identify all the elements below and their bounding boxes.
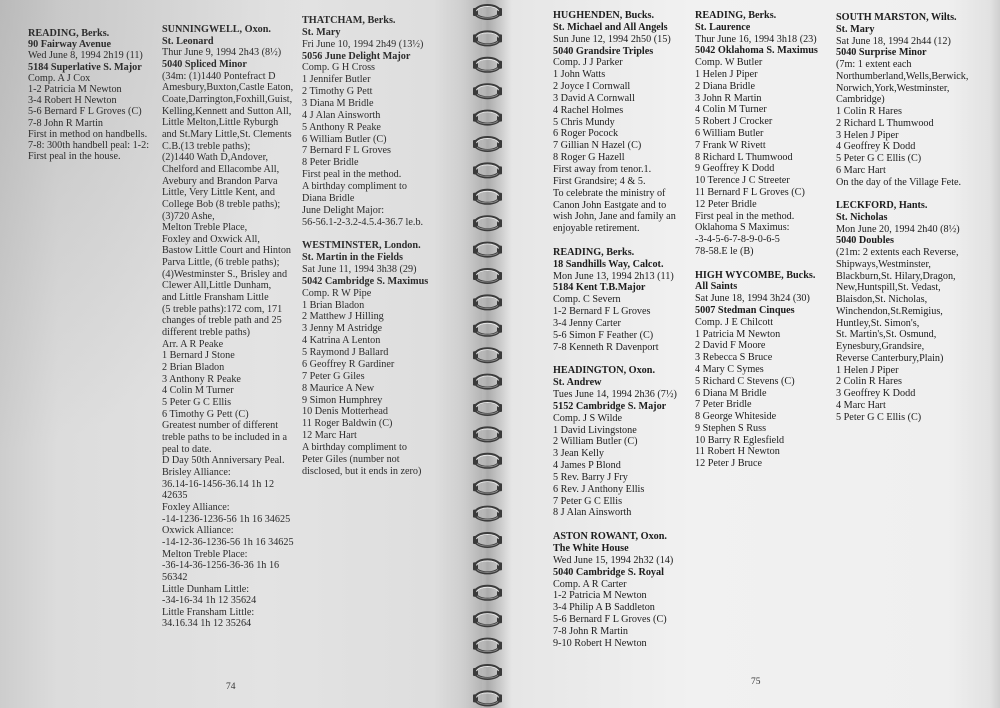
peal-footnote: Little Dunham Little: xyxy=(162,583,250,595)
peal-record xyxy=(553,365,677,519)
peal-footnote: Brisley Alliance: xyxy=(162,466,231,478)
peal-footnote: First peal in the house. xyxy=(28,151,121,163)
peal-method-details: (2)1440 Wath D,Andover, xyxy=(162,152,269,164)
page-74-column-2 xyxy=(162,24,294,630)
ringer-line: 5 Anthony R Peake xyxy=(302,121,381,133)
peal-date: Sat June 18, 1994 2h44 (12) xyxy=(836,35,951,47)
peal-method-details: (34m: (1)1440 Pontefract D xyxy=(162,70,276,82)
ringer-line: 6 Marc Hart xyxy=(836,164,886,176)
peal-footnote: Diana Bridle xyxy=(302,192,355,204)
ringer-line: 1 Helen J Piper xyxy=(836,364,899,376)
peal-footnote: 36.14-16-1456-36.14 1h 12 xyxy=(162,478,275,490)
peal-method-details: Huntley,St. Simon's, xyxy=(836,317,920,329)
peal-footnote: -36-14-36-1256-36-36 1h 16 xyxy=(162,560,280,572)
ringer-line: 1 Patricia M Newton xyxy=(695,328,781,340)
ringer-line: 7 Peter G Giles xyxy=(302,370,365,382)
peal-footnote: Peter Giles (number not xyxy=(302,453,400,465)
peal-place-heading: LECKFORD, Hants. xyxy=(836,200,928,211)
peal-composer: Comp. J J Parker xyxy=(553,57,623,69)
peal-location: St. Mary xyxy=(836,23,875,35)
peal-location: St. Laurence xyxy=(695,21,751,33)
peal-footnote: 56342 xyxy=(162,571,188,583)
peal-method-details: Parva Little, (6 treble paths); xyxy=(162,257,280,269)
ringer-line: 7 Peter Bridle xyxy=(695,399,752,411)
ringer-line: 8 Roger G Hazell xyxy=(553,152,625,164)
peal-location: The White House xyxy=(553,542,629,554)
peal-date: Mon June 20, 1994 2h40 (8½) xyxy=(836,223,960,235)
left-page xyxy=(0,0,482,708)
ringer-line: 11 Roger Baldwin (C) xyxy=(302,418,393,430)
peal-method-details: Kelling,Kennett and Sutton All, xyxy=(162,105,292,117)
peal-location: St. Nicholas xyxy=(836,211,888,223)
peal-method-details: Melton Treble Place, xyxy=(162,222,248,234)
peal-method: 5184 Kent T.B.Major xyxy=(553,282,646,294)
peal-method: 5040 Spliced Minor xyxy=(162,58,247,70)
peal-method-details: St. Martin's,St. Osmund, xyxy=(836,329,937,341)
peal-method-details: Bastow Little Court and Hinton xyxy=(162,245,292,257)
ringer-line: 5 Peter G C Ellis (C) xyxy=(836,153,922,164)
peal-footnote: treble paths to be included in a xyxy=(162,431,288,443)
peal-method-details: Norwich,York,Westminster, xyxy=(836,82,950,94)
ringer-line: 9 Simon Humphrey xyxy=(302,394,383,406)
peal-footnote: A birthday compliment to xyxy=(302,441,407,453)
ringer-line: 1 Colin R Hares xyxy=(836,106,902,117)
peal-separator xyxy=(553,235,677,247)
peal-place-heading: ASTON ROWANT, Oxon. xyxy=(553,531,667,543)
ringer-line: 4 Colin M Turner xyxy=(695,104,767,116)
peal-method-details: and St.Mary Little,St. Clements xyxy=(162,128,292,140)
ringer-line: 5 Robert J Crocker xyxy=(695,116,773,128)
ringer-line: 9-10 Robert H Newton xyxy=(553,637,647,649)
peal-record xyxy=(695,270,818,471)
peal-record xyxy=(302,15,428,228)
ringer-line: 2 Richard L Thumwood xyxy=(836,117,934,129)
peal-method-details: changes of treble path and 25 xyxy=(162,315,282,327)
peal-method-details: Eynesbury,Grandsire, xyxy=(836,341,925,352)
peal-method: 5184 Superlative S. Major xyxy=(28,61,142,73)
peal-composer: Comp. J E Chilcott xyxy=(695,316,774,328)
ringer-line: 6 Rev. J Anthony Ellis xyxy=(553,483,645,495)
peal-method: 5007 Stedman Cinques xyxy=(695,304,795,316)
peal-composer: Arr. A R Peake xyxy=(162,338,224,350)
peal-method-details: Cambridge) xyxy=(836,94,885,106)
peal-footnote: June Delight Major: xyxy=(302,204,385,216)
ringer-line: 6 Roger Pocock xyxy=(553,128,619,140)
ringer-line: 3 Geoffrey K Dodd xyxy=(836,388,916,399)
peal-record xyxy=(553,247,677,354)
peal-method-details: Northumberland,Wells,Berwick, xyxy=(836,70,969,82)
ringer-line: 10 Denis Motterhead xyxy=(302,406,389,418)
ringer-line: 8 J Alan Ainsworth xyxy=(553,507,632,519)
peal-method-details: Little Melton,Little Ryburgh xyxy=(162,117,279,129)
ringer-line: 4 J Alan Ainsworth xyxy=(302,109,381,121)
peal-footnote: First Grandsire; 4 & 5. xyxy=(553,175,646,187)
peal-method-details: Amesbury,Buxton,Castle Eaton, xyxy=(162,82,294,94)
ringer-line: 6 Diana M Bridle xyxy=(695,387,767,399)
peal-date: Thur June 9, 1994 2h43 (8½) xyxy=(162,47,282,59)
peal-date: Mon June 13, 1994 2h13 (11) xyxy=(553,270,674,282)
peal-location: 18 Sandhills Way, Calcot. xyxy=(553,258,664,270)
ringer-line: 5 Richard C Stevens (C) xyxy=(695,375,795,387)
peal-composer: Comp. C Severn xyxy=(553,294,621,306)
peal-date: Tues June 14, 1994 2h36 (7½) xyxy=(553,389,677,400)
ringer-line: 4 James P Blond xyxy=(553,460,621,472)
ringer-line: 3 Jean Kelly xyxy=(553,448,604,460)
peal-footnote: -14-1236-1236-56 1h 16 34625 xyxy=(162,513,291,525)
peal-method-details: Winchendon,St.Remigius, xyxy=(836,305,943,317)
peal-method: 5040 Cambridge S. Royal xyxy=(553,566,664,578)
ringer-line: 3-4 Robert H Newton xyxy=(28,95,117,107)
peal-date: Sun June 12, 1994 2h50 (15) xyxy=(553,33,671,45)
peal-footnote: wish John, Jane and family an xyxy=(553,211,676,223)
peal-record xyxy=(836,12,968,188)
peal-date: Fri June 10, 1994 2h49 (13½) xyxy=(302,38,424,50)
peal-method-details: Coate,Darrington,Foxhill,Guist, xyxy=(162,93,293,105)
peal-location: 90 Fairway Avenue xyxy=(28,39,112,51)
peal-method: 5152 Cambridge S. Major xyxy=(553,400,667,412)
ringer-line: 4 Katrina A Lenton xyxy=(302,335,381,347)
right-page xyxy=(486,0,1000,708)
peal-place-heading: READING, Berks. xyxy=(28,28,110,39)
peal-separator xyxy=(553,353,677,365)
peal-date: Sat June 11, 1994 3h38 (29) xyxy=(302,264,417,276)
ringer-line: 12 Peter J Bruce xyxy=(695,458,763,470)
peal-footnote: D Day 50th Anniversary Peal. xyxy=(162,455,285,467)
ringer-line: 5 Peter G C Ellis xyxy=(162,397,232,408)
peal-footnote: Melton Treble Place: xyxy=(162,548,248,560)
peal-footnote: Canon John Eastgate and to xyxy=(553,199,667,211)
peal-footnote: First in method on handbells. xyxy=(28,128,148,140)
page-74-column-1 xyxy=(28,28,149,162)
peal-separator xyxy=(695,258,818,270)
ringer-line: 10 Barry R Eglesfield xyxy=(695,434,785,446)
ringer-line: 5-6 Bernard F L Groves (C) xyxy=(28,106,142,118)
peal-location: All Saints xyxy=(695,281,738,293)
ringer-line: 1 David Livingstone xyxy=(553,424,637,436)
ringer-line: 4 Colin M Turner xyxy=(162,385,234,397)
peal-footnote: Oxwick Alliance: xyxy=(162,525,234,537)
peal-footnote: -14-12-36-1236-56 1h 16 34625 xyxy=(162,536,294,548)
ringer-line: 1-2 Patricia M Newton xyxy=(553,590,647,602)
peal-separator xyxy=(836,188,968,200)
peal-footnote: 56-56.1-2-3.2-4.5.4-36.7 le.b. xyxy=(302,216,424,228)
ringer-line: 6 Timothy G Pett (C) xyxy=(162,408,249,420)
peal-method-details: College Bob (8 treble paths); xyxy=(162,198,281,210)
ringer-line: 3 Anthony R Peake xyxy=(162,373,241,385)
ringer-line: 7 Bernard F L Groves xyxy=(302,145,392,157)
ringer-line: 10 Terence J C Streeter xyxy=(695,175,790,187)
ringer-line: 1-2 Patricia M Newton xyxy=(28,83,122,95)
ringer-line: 3 David A Cornwall xyxy=(553,92,635,104)
peal-footnote: enjoyable retirement. xyxy=(553,223,640,235)
peal-method-details: Blackburn,St. Hilary,Dragon, xyxy=(836,270,956,282)
peal-date: Sat June 18, 1994 3h24 (30) xyxy=(695,293,810,305)
ringer-line: 2 William Butler (C) xyxy=(553,436,638,448)
ringer-line: 2 Timothy G Pett xyxy=(302,86,373,98)
spiral-binding xyxy=(455,0,515,708)
peal-place-heading: SOUTH MARSTON, Wilts. xyxy=(836,12,957,23)
ringer-line: 9 Geoffrey K Dodd xyxy=(695,163,775,175)
peal-date: Thur June 16, 1994 3h18 (23) xyxy=(695,33,817,45)
page-75-column-1 xyxy=(553,10,677,650)
peal-footnote: 7-8: 300th handbell peal: 1-2: xyxy=(28,139,150,151)
ringer-line: 8 Maurice A New xyxy=(302,382,375,394)
ringer-line: 5 Chris Mundy xyxy=(553,116,615,128)
peal-method-details: C.B.(13 treble paths); xyxy=(162,140,251,152)
ringer-line: 2 David F Moore xyxy=(695,340,766,352)
ringer-line: 7 Peter G C Ellis xyxy=(553,495,623,507)
ringer-line: 4 Rachel Holmes xyxy=(553,104,624,116)
ringer-line: 2 Joyce I Cornwall xyxy=(553,81,631,93)
peal-place-heading: SUNNINGWELL, Oxon. xyxy=(162,24,271,35)
ringer-line: 6 Geoffrey R Gardiner xyxy=(302,358,395,370)
ringer-line: 11 Robert H Newton xyxy=(695,446,780,458)
ringer-line: 4 Mary C Symes xyxy=(695,363,764,375)
ringer-line: 6 William Butler (C) xyxy=(302,133,387,145)
peal-method-details: Reverse Canterbury,Plain) xyxy=(836,352,944,364)
ringer-line: 3 Rebecca S Bruce xyxy=(695,352,773,364)
ringer-line: 12 Peter Bridle xyxy=(695,198,757,210)
peal-record xyxy=(28,28,149,162)
peal-footnote: 42635 xyxy=(162,490,188,502)
ringer-line: 1-2 Bernard F L Groves xyxy=(553,306,651,318)
peal-place-heading: READING, Berks. xyxy=(695,10,777,21)
ringer-line: 1 Jennifer Butler xyxy=(302,74,371,86)
peal-composer: Comp. W Butler xyxy=(695,57,763,69)
page-75-column-3 xyxy=(836,12,968,423)
peal-method: 5040 Doubles xyxy=(836,235,895,247)
ringer-line: 2 Brian Bladon xyxy=(162,362,225,374)
ringer-line: 8 Richard L Thumwood xyxy=(695,151,793,163)
peal-method-details: (7m: 1 extent each xyxy=(836,59,912,70)
ringer-line: 2 Colin R Hares xyxy=(836,376,902,388)
peal-footnote: Foxley Alliance: xyxy=(162,501,230,513)
ringer-line: 5 Rev. Barry J Fry xyxy=(553,471,628,483)
peal-composer: Comp. A R Carter xyxy=(553,578,627,590)
peal-method-details: (3)720 Ashe, xyxy=(162,210,215,222)
ringer-line: 7-8 Kenneth R Davenport xyxy=(553,341,659,353)
peal-place-heading: WESTMINSTER, London. xyxy=(302,240,421,252)
peal-record xyxy=(695,10,818,258)
peal-footnote: First away from tenor.1. xyxy=(553,163,652,175)
peal-place-heading: HUGHENDEN, Bucks. xyxy=(553,10,655,21)
ringer-line: 7 Gillian N Hazel (C) xyxy=(553,140,642,152)
peal-footnote: -3-4-5-6-7-8-9-0-6-5 xyxy=(695,234,780,246)
peal-method: 5042 Cambridge S. Maximus xyxy=(302,275,429,287)
peal-date: Wed June 8, 1994 2h19 (11) xyxy=(28,50,143,62)
ringer-line: 5 Peter G C Ellis (C) xyxy=(836,411,922,423)
peal-method-details: Shipways,Westminster, xyxy=(836,258,931,270)
ringer-line: 5 Raymond J Ballard xyxy=(302,347,389,359)
peal-method-details: New,Huntspill,St. Vedast, xyxy=(836,282,941,294)
peal-footnote: First peal in the method. xyxy=(695,210,795,222)
ringer-line: 7-8 John R Martin xyxy=(553,625,628,637)
ringer-line: 2 Diana Bridle xyxy=(695,80,755,92)
ringer-line: 8 George Whiteside xyxy=(695,411,777,423)
ringer-line: 3-4 Jenny Carter xyxy=(553,317,621,329)
peal-footnote: Greatest number of different xyxy=(162,420,279,432)
page-number: 74 xyxy=(226,682,236,692)
page-number: 75 xyxy=(751,677,761,687)
peal-footnote: On the day of the Village Fete. xyxy=(836,176,962,188)
peal-composer: Comp. A J Cox xyxy=(28,72,91,84)
ringer-line: 2 Matthew J Hilling xyxy=(302,311,384,323)
peal-method: 5040 Surprise Minor xyxy=(836,47,927,59)
peal-location: St. Leonard xyxy=(162,35,214,47)
peal-composer: Comp. R W Pipe xyxy=(302,287,372,299)
ringer-line: 3 Diana M Bridle xyxy=(302,98,374,110)
ringer-line: 7 Frank W Rivett xyxy=(695,139,766,151)
peal-place-heading: READING, Berks. xyxy=(553,246,635,258)
peal-location: St. Andrew xyxy=(553,377,602,389)
ringer-line: 5-6 Simon F Feather (C) xyxy=(553,329,654,341)
peal-method-details: (5 treble paths):172 com, 171 xyxy=(162,303,283,315)
ringer-line: 9 Stephen S Russ xyxy=(695,422,767,434)
peal-method-details: and Little Fransham Little xyxy=(162,292,269,304)
peal-record xyxy=(553,531,677,649)
peal-record xyxy=(836,200,968,423)
peal-footnote: disclosed, but it ends in zero) xyxy=(302,465,422,477)
peal-place-heading: HIGH WYCOMBE, Bucks. xyxy=(695,269,816,281)
peal-method-details: Foxley and Oxwick All, xyxy=(162,233,260,245)
peal-separator xyxy=(302,228,428,240)
peal-place-heading: THATCHAM, Berks. xyxy=(302,15,396,26)
peal-method: 5040 Grandsire Triples xyxy=(553,45,654,57)
page-74-column-3 xyxy=(302,15,428,478)
peal-record xyxy=(302,240,428,477)
peal-composer: Comp. J S Wilde xyxy=(553,412,623,424)
ringer-line: 1 John Watts xyxy=(553,69,606,81)
peal-method: 5042 Oklahoma S. Maximus xyxy=(695,45,818,57)
ringer-line: 5-6 Bernard F L Groves (C) xyxy=(553,614,667,626)
peal-composer: Comp. G H Cross xyxy=(302,62,376,74)
peal-footnote: peal to date. xyxy=(162,443,212,455)
peal-footnote: 34.16.34 1h 12 35264 xyxy=(162,618,252,630)
ringer-line: 3 Helen J Piper xyxy=(836,129,899,141)
peal-method: 5056 June Delight Major xyxy=(302,50,411,62)
peal-footnote: -34-16-34 1h 12 35624 xyxy=(162,595,257,607)
ringer-line: 12 Marc Hart xyxy=(302,430,357,442)
peal-footnote: 78-58.E le (B) xyxy=(695,245,754,257)
ringer-line: 3-4 Philip A B Saddleton xyxy=(553,602,655,614)
peal-location: St. Mary xyxy=(302,26,341,38)
peal-method-details: different treble paths) xyxy=(162,327,251,339)
ringer-line: 3 John R Martin xyxy=(695,92,762,104)
peal-footnote: Oklahoma S Maximus: xyxy=(695,222,790,234)
ringer-line: 4 Geoffrey K Dodd xyxy=(836,141,916,153)
ringer-line: 1 Brian Bladon xyxy=(302,299,365,311)
peal-record xyxy=(553,10,677,235)
ringer-line: 6 William Butler xyxy=(695,127,764,139)
peal-method-details: Clewer All,Little Dunham, xyxy=(162,280,272,292)
peal-method-details: Blaisdon,St. Nicholas, xyxy=(836,294,928,305)
peal-footnote: A birthday compliment to xyxy=(302,181,407,193)
ringer-line: 1 Bernard J Stone xyxy=(162,350,235,362)
peal-place-heading: HEADINGTON, Oxon. xyxy=(553,365,655,377)
ringer-line: 3 Jenny M Astridge xyxy=(302,323,383,335)
ringer-line: 8 Peter Bridle xyxy=(302,157,359,169)
peal-footnote: Little Fransham Little: xyxy=(162,606,255,618)
peal-separator xyxy=(553,519,677,531)
page-75-column-2 xyxy=(695,10,818,470)
peal-location: St. Martin in the Fields xyxy=(302,252,404,264)
ringer-line: 11 Bernard F L Groves (C) xyxy=(695,186,805,198)
ringer-line: 1 Helen J Piper xyxy=(695,68,758,80)
ringer-line: 4 Marc Hart xyxy=(836,399,886,411)
binding-gutter-shadow xyxy=(455,0,515,708)
peal-method-details: Avebury and Brandon Parva xyxy=(162,175,278,187)
peal-method-details: (4)Westminster S., Brisley and xyxy=(162,268,288,280)
peal-date: Wed June 15, 1994 2h32 (14) xyxy=(553,554,674,566)
peal-record xyxy=(162,24,294,630)
peal-footnote: To celebrate the ministry of xyxy=(553,187,666,199)
peal-location: St. Michael and All Angels xyxy=(553,21,668,33)
peal-footnote: First peal in the method. xyxy=(302,169,402,181)
peal-method-details: Chelford and Ellacombe All, xyxy=(162,163,280,175)
peal-method-details: (21m: 2 extents each Reverse, xyxy=(836,247,959,258)
ringer-line: 7-8 John R Martin xyxy=(28,117,103,129)
peal-method-details: Little, Very Little Kent, and xyxy=(162,187,275,199)
